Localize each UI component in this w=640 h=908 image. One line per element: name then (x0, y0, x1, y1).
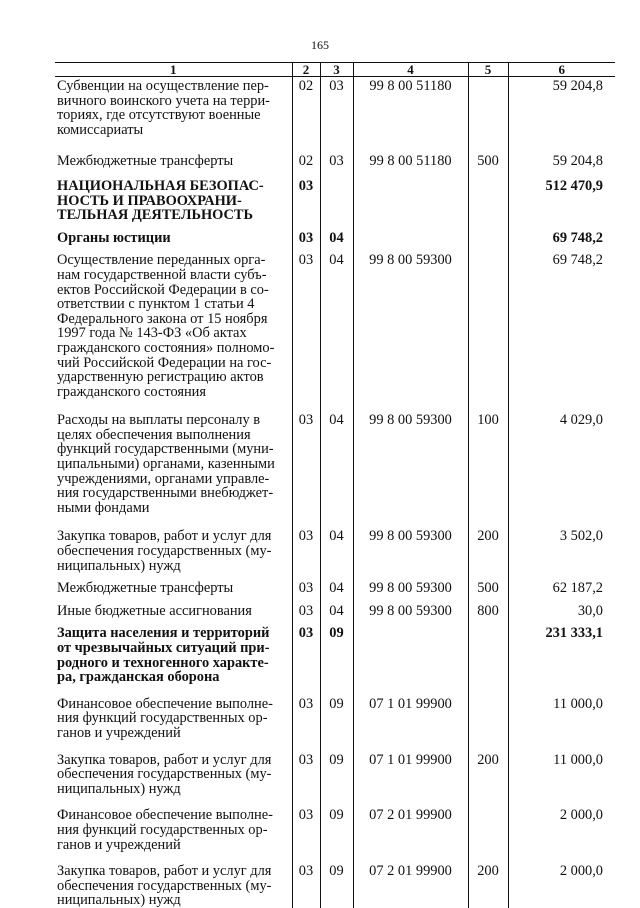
row-section: 02 (292, 77, 320, 155)
row-name: Закупка товаров, работ и услуг для обеспечения государственных (му-ниципальных) нужд (57, 528, 272, 574)
row-section: 03 (292, 179, 320, 231)
header-col-4: 4 (353, 63, 468, 77)
row-name: Закупка товаров, работ и услуг для обеспечения государственных (му-ниципальных) нужд (57, 863, 272, 908)
row-expense-type: 200 (468, 864, 508, 908)
row-target-article: 99 8 00 59300 (353, 581, 468, 604)
table-row (55, 413, 615, 529)
row-section: 03 (292, 697, 320, 753)
row-subsection: 09 (320, 864, 353, 908)
row-subsection: 04 (320, 581, 353, 604)
row-expense-type (468, 808, 508, 864)
row-name: Осуществление переданных орга-нам государственной власти субъ-ектов Российской Федерации в со-ответствии с пунктом 1 статьи 4 Федерального закона от 15 ноября 1997 года № 143-ФЗ «Об актах гражданского состояния» полномо-чий Российской Федерации на гос-ударственную регистрацию актов гражданского состояния (57, 252, 275, 400)
table-row (55, 581, 615, 604)
row-amount: 69 748,2 (508, 253, 615, 413)
header-col-1: 1 (55, 63, 292, 77)
row-target-article (353, 231, 468, 254)
row-subsection: 09 (320, 697, 353, 753)
row-amount: 512 470,9 (508, 179, 615, 231)
row-section: 03 (292, 753, 320, 809)
row-section: 03 (292, 808, 320, 864)
header-col-2: 2 (292, 63, 320, 77)
budget-table (55, 62, 615, 908)
table-row (55, 626, 615, 696)
table-row (55, 808, 615, 864)
row-section: 03 (292, 581, 320, 604)
table-row (55, 753, 615, 809)
row-target-article: 07 2 01 99900 (353, 808, 468, 864)
row-subsection: 09 (320, 626, 353, 696)
row-target-article: 99 8 00 59300 (353, 413, 468, 529)
page-number: 165 (311, 38, 329, 52)
row-expense-type: 100 (468, 413, 508, 529)
row-subsection: 09 (320, 808, 353, 864)
row-subsection: 03 (320, 154, 353, 179)
row-subsection: 09 (320, 753, 353, 809)
row-target-article: 99 8 00 59300 (353, 604, 468, 627)
row-expense-type (468, 253, 508, 413)
row-subsection (320, 179, 353, 231)
row-target-article (353, 626, 468, 696)
table-row (55, 529, 615, 581)
table-row (55, 231, 615, 254)
row-section: 03 (292, 529, 320, 581)
header-col-6: 6 (508, 63, 615, 77)
row-expense-type: 800 (468, 604, 508, 627)
row-amount: 231 333,1 (508, 626, 615, 696)
row-subsection: 04 (320, 413, 353, 529)
row-target-article: 07 1 01 99900 (353, 753, 468, 809)
row-subsection: 04 (320, 604, 353, 627)
row-subsection: 04 (320, 529, 353, 581)
row-amount: 2 000,0 (508, 864, 615, 908)
row-section: 03 (292, 604, 320, 627)
row-expense-type (468, 77, 508, 155)
row-section: 03 (292, 626, 320, 696)
row-amount: 59 204,8 (508, 77, 615, 155)
row-amount: 2 000,0 (508, 808, 615, 864)
row-amount: 11 000,0 (508, 697, 615, 753)
row-name: Межбюджетные трансферты (57, 153, 234, 170)
row-target-article: 07 2 01 99900 (353, 864, 468, 908)
row-target-article: 99 8 00 51180 (353, 77, 468, 155)
row-target-article: 99 8 00 59300 (353, 529, 468, 581)
table-body (55, 77, 615, 908)
table-row (55, 77, 615, 155)
header-col-5: 5 (468, 63, 508, 77)
row-name: Закупка товаров, работ и услуг для обеспечения государственных (му-ниципальных) нужд (57, 751, 272, 797)
row-amount: 69 748,2 (508, 231, 615, 254)
row-expense-type: 200 (468, 529, 508, 581)
row-expense-type: 500 (468, 154, 508, 179)
row-name: Иные бюджетные ассигнования (57, 602, 252, 619)
row-subsection: 04 (320, 253, 353, 413)
row-target-article: 99 8 00 51180 (353, 154, 468, 179)
row-target-article (353, 179, 468, 231)
row-expense-type: 500 (468, 581, 508, 604)
row-section: 03 (292, 864, 320, 908)
row-name: НАЦИОНАЛЬНАЯ БЕЗОПАС-НОСТЬ И ПРАВООХРАНИ-ТЕЛЬНАЯ ДЕЯТЕЛЬНОСТЬ (57, 177, 264, 224)
row-section: 02 (292, 154, 320, 179)
table-row (55, 864, 615, 908)
row-section: 03 (292, 413, 320, 529)
row-amount: 62 187,2 (508, 581, 615, 604)
table-row (55, 604, 615, 627)
row-amount: 11 000,0 (508, 753, 615, 809)
row-expense-type: 200 (468, 753, 508, 809)
row-name: Субвенции на осуществление пер-вичного воинского учета на терри-ториях, где отсутствуют военные комиссариаты (57, 78, 270, 138)
row-amount: 3 502,0 (508, 529, 615, 581)
row-name: Финансовое обеспечение выполне-ния функций государственных ор-ганов и учреждений (57, 807, 273, 853)
row-section: 03 (292, 231, 320, 254)
row-expense-type (468, 179, 508, 231)
row-name: Финансовое обеспечение выполне-ния функций государственных ор-ганов и учреждений (57, 695, 273, 741)
row-amount: 59 204,8 (508, 154, 615, 179)
row-expense-type (468, 697, 508, 753)
row-subsection: 03 (320, 77, 353, 155)
row-amount: 30,0 (508, 604, 615, 627)
row-expense-type (468, 231, 508, 254)
row-name: Органы юстиции (57, 229, 171, 246)
header-col-3: 3 (320, 63, 353, 77)
row-subsection: 04 (320, 231, 353, 254)
row-target-article: 99 8 00 59300 (353, 253, 468, 413)
row-amount: 4 029,0 (508, 413, 615, 529)
row-target-article: 07 1 01 99900 (353, 697, 468, 753)
table-row (55, 697, 615, 753)
table-row (55, 179, 615, 231)
table-row (55, 154, 615, 179)
row-expense-type (468, 626, 508, 696)
table-row (55, 253, 615, 413)
row-name: Расходы на выплаты персоналу в целях обеспечения выполнения функций государственными (муни-ципальными) органами, казенными учреждениями, органами управле-ния государственными внебюджет-ными фондами (57, 412, 275, 516)
table-header-row (55, 63, 615, 77)
row-section: 03 (292, 253, 320, 413)
row-name: Защита населения и территорий от чрезвычайных ситуаций при-родного и техногенного характе-ра, гражданская оборона (57, 625, 270, 686)
row-name: Межбюджетные трансферты (57, 580, 234, 597)
